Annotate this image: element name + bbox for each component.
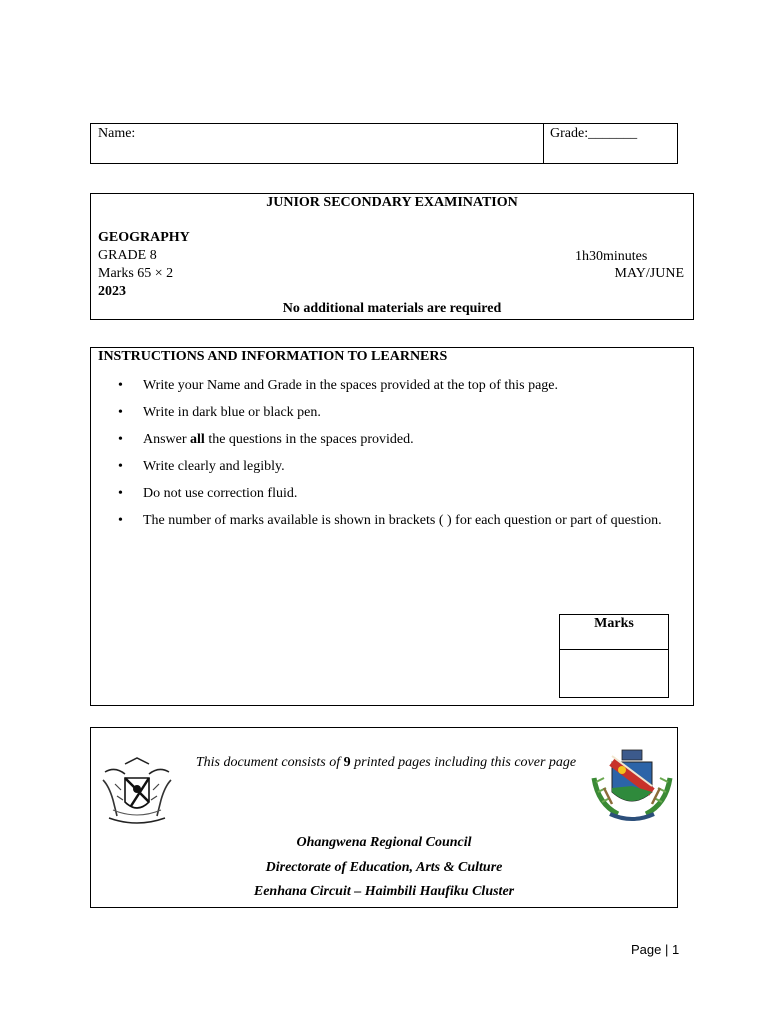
document-info-box bbox=[90, 727, 678, 908]
name-grade-box bbox=[90, 123, 678, 164]
marks-score-field[interactable] bbox=[560, 650, 668, 696]
bullet-icon: • bbox=[118, 432, 123, 447]
session-text: MAY/JUNE bbox=[614, 266, 684, 281]
year-text: 2023 bbox=[98, 284, 126, 299]
pages-note: This document consists of 9 printed pages including this cover page bbox=[195, 755, 577, 770]
page-number: 1 bbox=[672, 942, 680, 957]
instruction-item: • Write clearly and legibly. bbox=[116, 453, 688, 480]
instruction-item: • Answer all the questions in the spaces provided. bbox=[116, 426, 688, 453]
exam-heading: JUNIOR SECONDARY EXAMINATION bbox=[266, 195, 518, 210]
name-field[interactable] bbox=[91, 124, 544, 163]
name-label: Name: bbox=[98, 126, 136, 141]
circuit-name: Eenhana Circuit – Haimbili Haufiku Cluster bbox=[253, 884, 515, 899]
page-separator: | bbox=[665, 942, 669, 957]
instruction-item: • Do not use correction fluid. bbox=[116, 480, 688, 507]
coat-of-arms-icon bbox=[95, 756, 179, 828]
subject-title: GEOGRAPHY bbox=[98, 230, 190, 245]
bullet-icon: • bbox=[118, 486, 123, 501]
directorate-name: Directorate of Education, Arts & Culture bbox=[265, 860, 503, 875]
marks-box bbox=[559, 614, 669, 698]
grade-field[interactable] bbox=[544, 124, 677, 163]
grade-label: Grade:_______ bbox=[550, 126, 638, 141]
page-number-footer bbox=[631, 942, 679, 957]
regional-crest-icon bbox=[588, 748, 676, 828]
marks-text: Marks 65 × 2 bbox=[98, 266, 174, 281]
exam-header-box bbox=[90, 193, 694, 320]
page-label: Page bbox=[631, 942, 662, 957]
council-name: Ohangwena Regional Council bbox=[296, 835, 472, 850]
instructions-title: INSTRUCTIONS AND INFORMATION TO LEARNERS bbox=[98, 349, 448, 364]
instruction-item: • Write your Name and Grade in the spaces provided at the top of this page. bbox=[116, 372, 688, 399]
grade-text: GRADE 8 bbox=[98, 248, 157, 263]
instruction-item: • Write in dark blue or black pen. bbox=[116, 399, 688, 426]
bullet-icon: • bbox=[118, 378, 123, 393]
bullet-icon: • bbox=[118, 513, 123, 528]
bullet-icon: • bbox=[118, 405, 123, 420]
instructions-list bbox=[116, 372, 688, 534]
bullet-icon: • bbox=[118, 459, 123, 474]
marks-label: Marks bbox=[560, 615, 668, 650]
instructions-box bbox=[90, 347, 694, 706]
materials-note: No additional materials are required bbox=[282, 301, 502, 316]
duration-text: 1h30minutes bbox=[575, 249, 648, 264]
instruction-item: • The number of marks available is shown in brackets ( ) for each question or part of question. bbox=[116, 507, 688, 534]
